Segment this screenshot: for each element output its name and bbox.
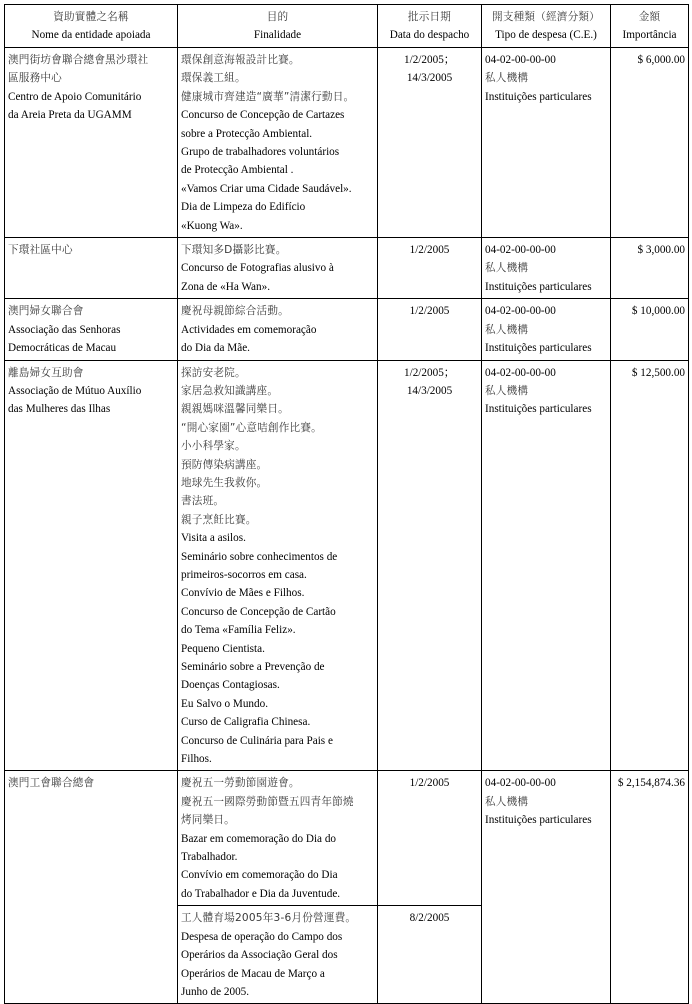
despacho-date: 1/2/2005 <box>409 305 450 318</box>
purpose-line: Convívio de Mães e Filhos. <box>181 587 305 600</box>
header-purpose-pt: Finalidade <box>253 28 302 41</box>
entity-name-line: 澳門街坊會聯合總會黑沙環社 <box>8 54 149 66</box>
despacho-date: 1/2/2005； <box>404 366 455 379</box>
entity-name-line: 區服務中心 <box>8 72 62 85</box>
purpose-line: Seminário sobre conhecimentos de <box>181 550 338 563</box>
table-row <box>5 299 689 360</box>
amount-cell <box>611 48 689 238</box>
expense-type-line: Instituições particulares <box>485 90 592 103</box>
entity-cell <box>5 360 178 771</box>
amount-value: $ 3,000.00 <box>637 244 685 257</box>
expense-type-line: 私人機構 <box>485 384 529 397</box>
purpose-line: «Vamos Criar uma Cidade Saudável». <box>181 182 352 195</box>
expense-type-line: 04-02-00-00-00 <box>485 244 556 257</box>
purpose-line: Doenças Contagiosas. <box>181 679 280 692</box>
amount-value: $ 12,500.00 <box>631 366 685 379</box>
date-cell <box>378 771 482 906</box>
purpose-line: 預防傳染病講座。 <box>181 458 268 471</box>
despacho-date: 1/2/2005 <box>409 777 450 790</box>
entity-name-line: da Areia Preta da UGAMM <box>8 109 132 122</box>
entity-name-line: Democráticas de Macau <box>8 342 117 355</box>
header-amount-zh: 金額 <box>638 11 661 23</box>
entity-name-line: 澳門工會聯合總會 <box>8 777 95 790</box>
expense-type-line: 04-02-00-00-00 <box>485 54 556 66</box>
expense-type-line: 私人機構 <box>485 323 529 336</box>
purpose-cell <box>178 48 378 238</box>
purpose-line: Despesa de operação do Campo dos <box>181 930 343 943</box>
purpose-line: 烤同樂日。 <box>181 814 235 827</box>
purpose-line: 慶祝五一勞動節園遊會。 <box>181 777 300 790</box>
subsidy-table <box>4 4 689 1004</box>
header-date-zh: 批示日期 <box>407 11 452 23</box>
header-row <box>5 5 689 48</box>
header-date-pt: Data do despacho <box>389 28 470 41</box>
table-row <box>5 771 689 906</box>
purpose-line: 環保義工組。 <box>181 72 246 85</box>
header-type <box>482 5 611 48</box>
purpose-line: Dia de Limpeza do Edifício <box>181 201 306 214</box>
purpose-line: «Kuong Wa». <box>181 219 243 232</box>
purpose-line: Operários da Associação Geral dos <box>181 949 338 962</box>
purpose-line: 書法班。 <box>181 495 225 508</box>
expense-type-line: 私人機構 <box>485 262 529 275</box>
purpose-line: 家居急救知識講座。 <box>181 384 279 397</box>
despacho-date: 1/2/2005 <box>409 244 450 257</box>
despacho-date: 14/3/2005 <box>406 72 453 85</box>
purpose-line: Concurso de Fotografias alusivo à <box>181 262 334 275</box>
type-cell <box>482 48 611 238</box>
purpose-line: Trabalhador. <box>181 851 238 864</box>
header-entity <box>5 5 178 48</box>
purpose-line: de Protecção Ambiental . <box>181 164 294 177</box>
entity-cell <box>5 771 178 1004</box>
purpose-line: do Dia da Mãe. <box>181 342 250 355</box>
purpose-line: do Tema «Família Feliz». <box>181 624 296 637</box>
purpose-line: Pequeno Cientista. <box>181 642 265 655</box>
purpose-cell <box>178 360 378 771</box>
entity-name-line: Associação de Mútuo Auxílio <box>8 384 142 397</box>
purpose-line: 小小科學家。 <box>181 440 246 453</box>
table-body <box>5 48 689 1004</box>
purpose-cell <box>178 299 378 360</box>
purpose-line: Bazar em comemoração do Dia do <box>181 832 337 845</box>
purpose-line: 慶祝母親節綜合活動。 <box>181 305 289 318</box>
purpose-cell <box>178 906 378 1004</box>
purpose-line: 探訪安老院。 <box>181 366 246 379</box>
header-purpose-zh: 目的 <box>266 11 289 23</box>
purpose-line: Curso de Caligrafia Chinesa. <box>181 716 311 729</box>
amount-cell <box>611 238 689 299</box>
table-row <box>5 238 689 299</box>
purpose-line: Grupo de trabalhadores voluntários <box>181 146 340 159</box>
purpose-line: “開心家園”心意咭創作比賽。 <box>181 421 322 434</box>
header-entity-pt: Nome da entidade apoiada <box>31 28 151 41</box>
purpose-line: 下環知多D攝影比賽。 <box>181 244 287 257</box>
expense-type-line: Instituições particulares <box>485 280 592 293</box>
amount-cell <box>611 360 689 771</box>
purpose-line: Concurso de Concepção de Cartão <box>181 605 336 618</box>
entity-cell <box>5 48 178 238</box>
amount-cell <box>611 771 689 1004</box>
entity-cell <box>5 238 178 299</box>
purpose-line: Zona de «Ha Wan». <box>181 280 270 293</box>
header-entity-zh: 資助實體之名稱 <box>53 11 129 23</box>
type-cell <box>482 771 611 1004</box>
purpose-cell <box>178 771 378 906</box>
entity-name-line: Centro de Apoio Comunitário <box>8 90 142 103</box>
purpose-line: Filhos. <box>181 753 212 766</box>
purpose-line: Eu Salvo o Mundo. <box>181 697 269 710</box>
purpose-line: 地球先生我救你。 <box>181 476 268 489</box>
purpose-line: 親子烹飪比賽。 <box>181 513 257 526</box>
expense-type-line: Instituições particulares <box>485 403 592 416</box>
date-cell <box>378 48 482 238</box>
purpose-line: sobre a Protecção Ambiental. <box>181 127 313 140</box>
header-amount-pt: Importância <box>622 28 677 41</box>
entity-name-line: das Mulheres das Ilhas <box>8 403 111 416</box>
expense-type-line: 私人機構 <box>485 795 529 808</box>
entity-cell <box>5 299 178 360</box>
type-cell <box>482 360 611 771</box>
date-cell <box>378 360 482 771</box>
date-cell <box>378 299 482 360</box>
header-type-zh: 開支種類（經濟分類） <box>492 11 600 23</box>
expense-type-line: 私人機構 <box>485 72 529 85</box>
despacho-date: 14/3/2005 <box>406 384 453 397</box>
purpose-line: 親親媽咪溫馨同樂日。 <box>181 403 289 416</box>
type-cell <box>482 299 611 360</box>
despacho-date: 8/2/2005 <box>409 912 450 925</box>
purpose-line: Visita a asilos. <box>181 532 246 545</box>
despacho-date: 1/2/2005； <box>404 54 455 66</box>
header-purpose <box>178 5 378 48</box>
purpose-line: 工人體育場2005年3-6月份營運費。 <box>181 912 357 925</box>
table-row <box>5 48 689 238</box>
purpose-line: do Trabalhador e Dia da Juventude. <box>181 887 341 900</box>
expense-type-line: Instituições particulares <box>485 814 592 827</box>
expense-type-line: 04-02-00-00-00 <box>485 366 556 379</box>
entity-name-line: 下環社區中心 <box>8 244 73 257</box>
header-date <box>378 5 482 48</box>
purpose-line: Seminário sobre a Prevenção de <box>181 661 325 673</box>
entity-name-line: Associação das Senhoras <box>8 323 121 336</box>
expense-type-line: Instituições particulares <box>485 342 592 355</box>
type-cell <box>482 238 611 299</box>
amount-value: $ 2,154,874.36 <box>617 777 685 790</box>
header-amount <box>611 5 689 48</box>
purpose-cell <box>178 238 378 299</box>
purpose-line: primeiros-socorros em casa. <box>181 568 307 581</box>
purpose-line: Operários de Macau de Março a <box>181 967 325 980</box>
expense-type-line: 04-02-00-00-00 <box>485 305 556 318</box>
purpose-line: Concurso de Concepção de Cartazes <box>181 109 345 122</box>
entity-name-line: 離島婦女互助會 <box>8 366 84 379</box>
purpose-line: Concurso de Culinária para Pais e <box>181 734 333 747</box>
amount-value: $ 6,000.00 <box>637 54 685 66</box>
date-cell <box>378 906 482 1004</box>
purpose-line: Junho de 2005. <box>181 985 250 998</box>
purpose-line: 慶祝五一國際勞動節暨五四青年節燒 <box>181 795 354 808</box>
amount-cell <box>611 299 689 360</box>
entity-name-line: 澳門婦女聯合會 <box>8 305 84 318</box>
purpose-line: 健康城市齊建造“廣華”清潔行動日。 <box>181 90 355 103</box>
purpose-line: Convívio em comemoração do Dia <box>181 869 338 882</box>
table-row <box>5 360 689 771</box>
purpose-line: 環保創意海報設計比賽。 <box>181 54 300 66</box>
purpose-line: Actividades em comemoração <box>181 323 317 336</box>
header-type-pt: Tipo de despesa (C.E.) <box>495 28 597 41</box>
expense-type-line: 04-02-00-00-00 <box>485 777 556 790</box>
date-cell <box>378 238 482 299</box>
amount-value: $ 10,000.00 <box>631 305 685 318</box>
